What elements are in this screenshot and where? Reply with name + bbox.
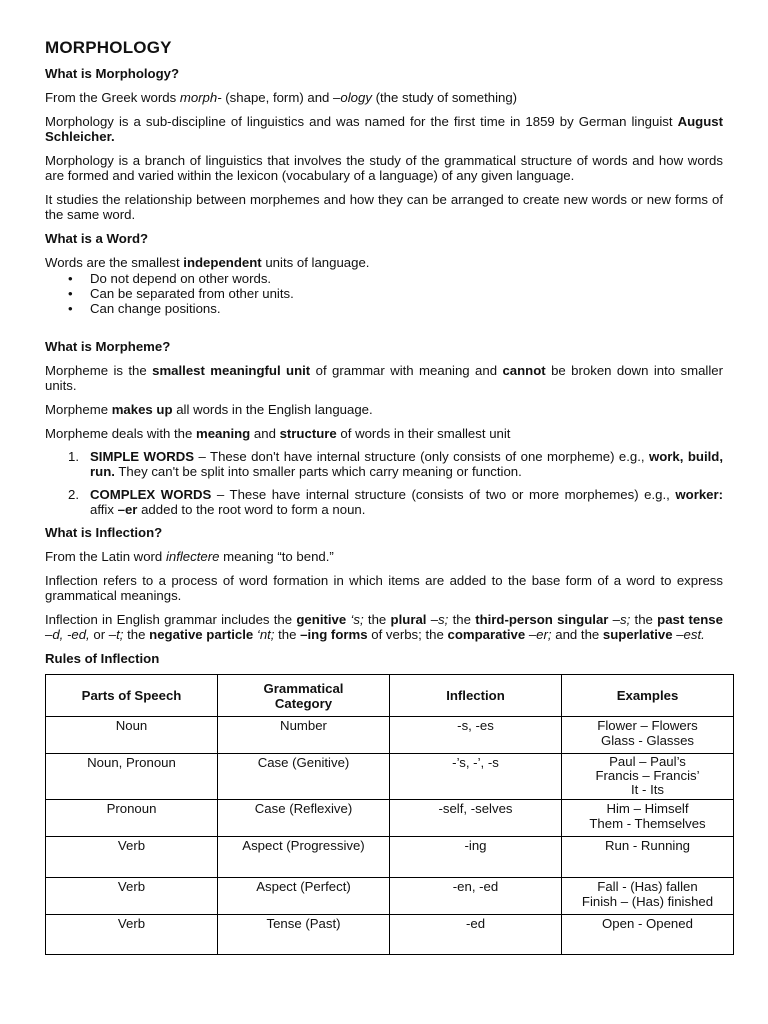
text: –ology: [333, 90, 372, 105]
list-item: • Can be separated from other units.: [90, 286, 723, 301]
text: COMPLEX WORDS: [90, 487, 212, 502]
table-header-row: [46, 675, 734, 717]
text: of verbs; the: [367, 627, 448, 642]
text: (shape, form) and: [221, 90, 334, 105]
cell-category: Tense (Past): [218, 915, 390, 955]
inflection-rules-table: [45, 674, 734, 955]
text: and: [250, 426, 280, 441]
cell-examples: [562, 915, 734, 955]
cell-part-of-speech: Pronoun: [46, 800, 218, 837]
text: morph-: [179, 90, 222, 105]
cell-inflection: -self, -selves: [390, 800, 562, 837]
text: –ing forms: [300, 627, 368, 642]
text: –t;: [108, 627, 124, 642]
page-title: MORPHOLOGY: [45, 38, 172, 57]
spacer: [45, 316, 723, 330]
text: From the Latin word: [45, 549, 166, 564]
text: –est.: [672, 627, 705, 642]
text: the: [274, 627, 301, 642]
morpheme-deals-paragraph: [45, 426, 723, 441]
heading-rules-of-inflection: Rules of Inflection: [45, 651, 160, 666]
text: –s;: [426, 612, 449, 627]
word-types-list: [45, 449, 723, 517]
morphology-branch-paragraph: Morphology is a branch of linguistics that involves the study of the grammatical structure of words and how words are formed and varied within the lexicon (vocabulary of a language) of any given language.: [45, 153, 723, 183]
text: affix: [90, 502, 118, 517]
text: cannot: [502, 363, 546, 378]
text: ‘s;: [346, 612, 364, 627]
table-row: [46, 754, 734, 800]
text: Morpheme deals with the: [45, 426, 196, 441]
text: past tense: [657, 612, 723, 627]
text: meaning: [196, 426, 251, 441]
cell-examples: [562, 754, 734, 800]
text: Him – Himself: [606, 801, 689, 816]
text: meaning “to bend.”: [219, 549, 334, 564]
document-page: [45, 38, 723, 955]
list-item: • Do not depend on other words.: [90, 271, 723, 286]
cell-part-of-speech: Verb: [46, 837, 218, 878]
text: the: [123, 627, 150, 642]
column-header: Examples: [562, 675, 734, 717]
cell-part-of-speech: Verb: [46, 915, 218, 955]
text: Them - Themselves: [589, 816, 706, 831]
heading-what-is-morphology: What is Morphology?: [45, 66, 180, 81]
cell-category: Aspect (Progressive): [218, 837, 390, 878]
table-row: [46, 717, 734, 754]
text: all words in the English language.: [172, 402, 373, 417]
text: Fall - (Has) fallen: [597, 879, 698, 894]
text: plural: [390, 612, 427, 627]
text: Morphology is a sub-discipline of linguistics and was named for the first time in 1859 by German linguist: [45, 114, 678, 129]
cell-part-of-speech: Verb: [46, 878, 218, 915]
cell-inflection: -s, -es: [390, 717, 562, 754]
text: superlative: [602, 627, 673, 642]
table-row: [46, 915, 734, 955]
text: Flower – Flowers: [597, 718, 698, 733]
text: added to the root word to form a noun.: [137, 502, 366, 517]
word-definition-paragraph: [45, 255, 723, 270]
text: Open - Opened: [602, 916, 693, 931]
text: ‘nt;: [253, 627, 275, 642]
text: It - Its: [631, 782, 664, 797]
cell-inflection: -en, -ed: [390, 878, 562, 915]
text: the: [363, 612, 391, 627]
text: Morpheme: [45, 402, 112, 417]
text: third-person singular: [475, 612, 609, 627]
inflection-definition-paragraph: Inflection refers to a process of word formation in which items are added to the base form of a word to express grammatical meanings.: [45, 573, 723, 603]
cell-examples: [562, 837, 734, 878]
morphology-relationship-paragraph: It studies the relationship between morphemes and how they can be arranged to create new words or new forms of the same word.: [45, 192, 723, 222]
text: the: [448, 612, 476, 627]
text: independent: [183, 255, 262, 270]
text: Grammatical Category: [263, 680, 344, 711]
cell-inflection: -ed: [390, 915, 562, 955]
cell-examples: [562, 878, 734, 915]
text: of grammar with meaning and: [310, 363, 503, 378]
spacer: [45, 330, 723, 339]
text: comparative: [447, 627, 526, 642]
text: –er;: [525, 627, 552, 642]
text: –er: [117, 502, 138, 517]
list-item: • Can change positions.: [90, 301, 723, 316]
text: – These have internal structure (consists of two or more morphemes) e.g.,: [211, 487, 676, 502]
cell-part-of-speech: Noun: [46, 717, 218, 754]
morphology-origin-paragraph: [45, 90, 723, 105]
table-row: [46, 878, 734, 915]
text: structure: [279, 426, 337, 441]
text: makes up: [111, 402, 173, 417]
list-number: 1.: [68, 449, 79, 464]
list-number: 2.: [68, 487, 79, 502]
text: and the: [551, 627, 603, 642]
text: or: [89, 627, 109, 642]
text: August Schleicher.: [45, 114, 723, 144]
cell-category: Case (Reflexive): [218, 800, 390, 837]
text: –s;: [608, 612, 631, 627]
text: units of language.: [261, 255, 370, 270]
cell-category: Aspect (Perfect): [218, 878, 390, 915]
inflection-english-paragraph: [45, 612, 723, 642]
text: Finish – (Has) finished: [581, 894, 714, 909]
text: Inflection in English grammar includes the: [45, 612, 297, 627]
text: genitive: [296, 612, 347, 627]
column-header: [218, 675, 390, 717]
text: negative particle: [149, 627, 254, 642]
cell-examples: [562, 717, 734, 754]
cell-inflection: -ing: [390, 837, 562, 878]
word-properties-list: [45, 271, 723, 316]
text: work, build, run.: [90, 449, 724, 479]
text: (the study of something): [371, 90, 518, 105]
text: Morpheme is the: [45, 363, 153, 378]
morpheme-definition-paragraph: [45, 363, 723, 393]
table-row: [46, 837, 734, 878]
cell-category: Number: [218, 717, 390, 754]
cell-inflection: -’s, -’, -s: [390, 754, 562, 800]
morphology-subdiscipline-paragraph: [45, 114, 723, 144]
text: SIMPLE WORDS: [90, 449, 195, 464]
text: inflectere: [165, 549, 220, 564]
cell-part-of-speech: Noun, Pronoun: [46, 754, 218, 800]
text: worker:: [675, 487, 724, 502]
cell-category: Case (Genitive): [218, 754, 390, 800]
morpheme-makes-up-paragraph: [45, 402, 723, 417]
text: the: [630, 612, 658, 627]
column-header: Parts of Speech: [46, 675, 218, 717]
text: Francis – Francis’: [595, 768, 700, 783]
list-item-complex-words: [68, 487, 724, 517]
cell-examples: [562, 800, 734, 837]
text: They can't be split into smaller parts which carry meaning or function.: [114, 464, 522, 479]
heading-what-is-word: What is a Word?: [45, 231, 149, 246]
text: be broken down into smaller units.: [45, 363, 723, 393]
text: – These don't have internal structure (only consists of one morpheme) e.g.,: [194, 449, 649, 464]
list-item-simple-words: [68, 449, 724, 479]
table-row: [46, 800, 734, 837]
inflection-origin-paragraph: [45, 549, 723, 564]
text: Glass - Glasses: [600, 733, 695, 748]
column-header: Inflection: [390, 675, 562, 717]
text: Words are the smallest: [45, 255, 184, 270]
heading-what-is-inflection: What is Inflection?: [45, 525, 163, 540]
text: From the Greek words: [45, 90, 180, 105]
text: –d, -ed,: [45, 627, 90, 642]
text: Paul – Paul’s: [609, 754, 686, 769]
text: Run - Running: [604, 838, 691, 853]
heading-what-is-morpheme: What is Morpheme?: [45, 339, 171, 354]
text: of words in their smallest unit: [336, 426, 511, 441]
text: smallest meaningful unit: [152, 363, 311, 378]
